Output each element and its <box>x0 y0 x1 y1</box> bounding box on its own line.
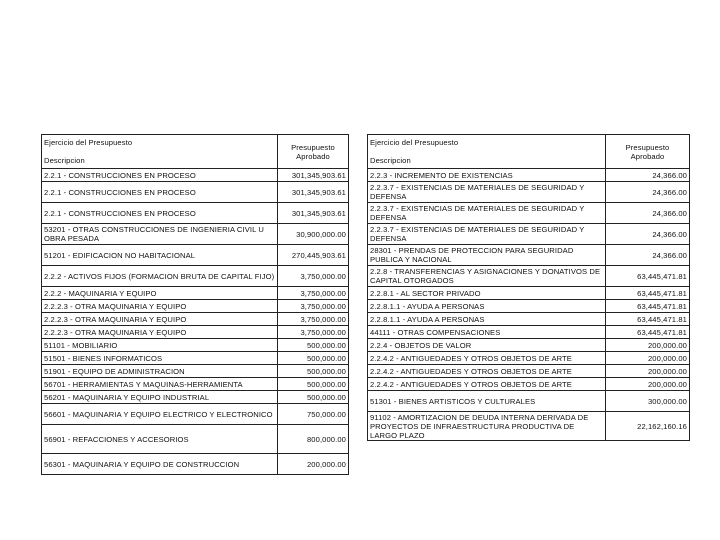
row-amount: 200,000.00 <box>606 339 690 352</box>
header-amount-cell: Presupuesto Aprobado <box>606 135 690 169</box>
row-amount: 500,000.00 <box>278 391 349 404</box>
table-header-row <box>368 135 690 169</box>
header-subtitle: Descripcion <box>44 156 85 165</box>
row-amount: 3,750,000.00 <box>278 326 349 339</box>
row-amount: 24,366.00 <box>606 182 690 203</box>
row-amount: 30,900,000.00 <box>278 224 349 245</box>
table-row <box>42 339 349 352</box>
table-row <box>368 378 690 391</box>
table-row <box>368 245 690 266</box>
row-description: 2.2.8.1.1 - AYUDA A PERSONAS <box>368 300 606 313</box>
row-amount: 3,750,000.00 <box>278 266 349 287</box>
table-row <box>42 300 349 313</box>
row-amount: 63,445,471.81 <box>606 326 690 339</box>
budget-table-left <box>41 134 349 475</box>
row-amount: 3,750,000.00 <box>278 287 349 300</box>
row-description: 2.2.4.2 - ANTIGUEDADES Y OTROS OBJETOS DE ARTE <box>368 352 606 365</box>
row-description: 53201 - OTRAS CONSTRUCCIONES DE INGENIERIA CIVIL U OBRA PESADA <box>42 224 278 245</box>
row-description: 2.2.4.2 - ANTIGUEDADES Y OTROS OBJETOS DE ARTE <box>368 365 606 378</box>
row-description: 51901 - EQUIPO DE ADMINISTRACION <box>42 365 278 378</box>
table-row <box>42 313 349 326</box>
row-description: 51501 - BIENES INFORMATICOS <box>42 352 278 365</box>
row-description: 2.2.2 - MAQUINARIA Y EQUIPO <box>42 287 278 300</box>
row-description: 2.2.2 - ACTIVOS FIJOS (FORMACION BRUTA DE CAPITAL FIJO) <box>42 266 278 287</box>
row-amount: 3,750,000.00 <box>278 300 349 313</box>
table-row <box>42 404 349 425</box>
table-row <box>42 266 349 287</box>
row-description: 2.2.4 - OBJETOS DE VALOR <box>368 339 606 352</box>
table-row <box>42 378 349 391</box>
table-row <box>42 326 349 339</box>
table-row <box>368 326 690 339</box>
row-description: 56701 - HERRAMIENTAS Y MAQUINAS-HERRAMIENTA <box>42 378 278 391</box>
row-description: 56301 - MAQUINARIA Y EQUIPO DE CONSTRUCCION <box>42 454 278 475</box>
header-description-cell <box>42 135 278 169</box>
row-description: 2.2.8 - TRANSFERENCIAS Y ASIGNACIONES Y DONATIVOS DE CAPITAL OTORGADOS <box>368 266 606 287</box>
table-row <box>368 182 690 203</box>
row-description: 2.2.8.1 - AL SECTOR PRIVADO <box>368 287 606 300</box>
row-amount: 270,445,903.61 <box>278 245 349 266</box>
row-amount: 24,366.00 <box>606 169 690 182</box>
row-description: 2.2.1 - CONSTRUCCIONES EN PROCESO <box>42 182 278 203</box>
row-description: 2.2.2.3 - OTRA MAQUINARIA Y EQUIPO <box>42 326 278 339</box>
table-row <box>42 425 349 454</box>
row-description: 2.2.2.3 - OTRA MAQUINARIA Y EQUIPO <box>42 300 278 313</box>
row-description: 2.2.4.2 - ANTIGUEDADES Y OTROS OBJETOS DE ARTE <box>368 378 606 391</box>
row-description: 51101 - MOBILIARIO <box>42 339 278 352</box>
row-amount: 22,162,160.16 <box>606 412 690 441</box>
table-row <box>42 182 349 203</box>
row-description: 2.2.1 - CONSTRUCCIONES EN PROCESO <box>42 169 278 182</box>
row-amount: 63,445,471.81 <box>606 287 690 300</box>
table-row <box>368 300 690 313</box>
row-amount: 63,445,471.81 <box>606 266 690 287</box>
row-amount: 500,000.00 <box>278 365 349 378</box>
row-amount: 500,000.00 <box>278 352 349 365</box>
row-amount: 500,000.00 <box>278 378 349 391</box>
row-amount: 24,366.00 <box>606 203 690 224</box>
table-row <box>368 365 690 378</box>
row-amount: 63,445,471.81 <box>606 300 690 313</box>
row-amount: 300,000.00 <box>606 391 690 412</box>
table-row <box>42 245 349 266</box>
table-row <box>368 412 690 441</box>
row-amount: 750,000.00 <box>278 404 349 425</box>
row-description: 2.2.3.7 - EXISTENCIAS DE MATERIALES DE SEGURIDAD Y DEFENSA <box>368 182 606 203</box>
row-amount: 3,750,000.00 <box>278 313 349 326</box>
table-row <box>368 169 690 182</box>
table-row <box>368 352 690 365</box>
row-amount: 200,000.00 <box>606 365 690 378</box>
row-description: 2.2.2.3 - OTRA MAQUINARIA Y EQUIPO <box>42 313 278 326</box>
row-description: 2.2.3.7 - EXISTENCIAS DE MATERIALES DE SEGURIDAD Y DEFENSA <box>368 203 606 224</box>
table-row <box>368 339 690 352</box>
table-row <box>368 391 690 412</box>
table-row <box>368 266 690 287</box>
row-description: 91102 - AMORTIZACION DE DEUDA INTERNA DERIVADA DE PROYECTOS DE INFRAESTRUCTURA PRODUCTIVA DE LARGO PLAZO <box>368 412 606 441</box>
budget-table-right <box>367 134 690 441</box>
row-description: 44111 - OTRAS COMPENSACIONES <box>368 326 606 339</box>
table-row <box>368 203 690 224</box>
table-row <box>42 454 349 475</box>
table-row <box>368 313 690 326</box>
table-row <box>42 203 349 224</box>
row-amount: 301,345,903.61 <box>278 182 349 203</box>
row-amount: 200,000.00 <box>278 454 349 475</box>
header-subtitle: Descripcion <box>370 156 411 165</box>
row-amount: 301,345,903.61 <box>278 169 349 182</box>
row-description: 2.2.3 - INCREMENTO DE EXISTENCIAS <box>368 169 606 182</box>
header-title: Ejercicio del Presupuesto <box>370 138 459 147</box>
row-amount: 800,000.00 <box>278 425 349 454</box>
row-amount: 24,366.00 <box>606 245 690 266</box>
row-amount: 200,000.00 <box>606 378 690 391</box>
row-amount: 200,000.00 <box>606 352 690 365</box>
table-body-left <box>42 135 349 475</box>
header-amount-cell: Presupuesto Aprobado <box>278 135 349 169</box>
row-description: 56201 - MAQUINARIA Y EQUIPO INDUSTRIAL <box>42 391 278 404</box>
row-description: 51301 - BIENES ARTISTICOS Y CULTURALES <box>368 391 606 412</box>
header-title: Ejercicio del Presupuesto <box>44 138 133 147</box>
table-row <box>42 352 349 365</box>
row-description: 51201 - EDIFICACION NO HABITACIONAL <box>42 245 278 266</box>
row-amount: 500,000.00 <box>278 339 349 352</box>
row-description: 2.2.3.7 - EXISTENCIAS DE MATERIALES DE SEGURIDAD Y DEFENSA <box>368 224 606 245</box>
table-body-right <box>368 135 690 441</box>
row-amount: 301,345,903.61 <box>278 203 349 224</box>
row-amount: 24,366.00 <box>606 224 690 245</box>
header-description-cell <box>368 135 606 169</box>
row-description: 2.2.8.1.1 - AYUDA A PERSONAS <box>368 313 606 326</box>
row-amount: 63,445,471.81 <box>606 313 690 326</box>
row-description: 2.2.1 - CONSTRUCCIONES EN PROCESO <box>42 203 278 224</box>
table-row <box>42 365 349 378</box>
table-header-row <box>42 135 349 169</box>
table-row <box>42 224 349 245</box>
table-row <box>42 287 349 300</box>
table-row <box>42 391 349 404</box>
row-description: 28301 - PRENDAS DE PROTECCION PARA SEGURIDAD PUBLICA Y NACIONAL <box>368 245 606 266</box>
table-row <box>368 287 690 300</box>
row-description: 56601 - MAQUINARIA Y EQUIPO ELECTRICO Y ELECTRONICO <box>42 404 278 425</box>
table-row <box>368 224 690 245</box>
table-row <box>42 169 349 182</box>
row-description: 56901 - REFACCIONES Y ACCESORIOS <box>42 425 278 454</box>
